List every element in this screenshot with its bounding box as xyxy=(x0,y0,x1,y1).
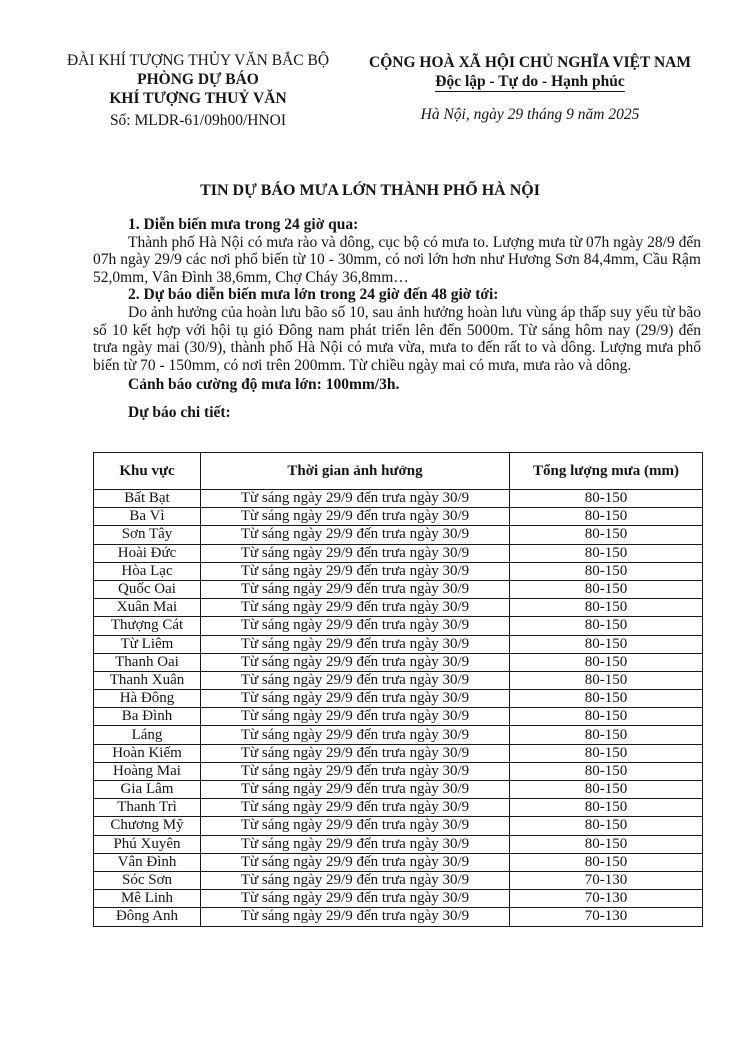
time-cell: Từ sáng ngày 29/9 đến trưa ngày 30/9 xyxy=(201,617,510,635)
area-cell: Bất Bạt xyxy=(94,490,201,508)
time-cell: Từ sáng ngày 29/9 đến trưa ngày 30/9 xyxy=(201,635,510,653)
table-row xyxy=(94,762,703,780)
area-cell: Chương Mỹ xyxy=(94,817,201,835)
table-row xyxy=(94,635,703,653)
agency-header xyxy=(48,51,348,130)
time-cell: Từ sáng ngày 29/9 đến trưa ngày 30/9 xyxy=(201,871,510,889)
area-cell: Mê Linh xyxy=(94,890,201,908)
time-cell: Từ sáng ngày 29/9 đến trưa ngày 30/9 xyxy=(201,526,510,544)
area-cell: Hòa Lạc xyxy=(94,562,201,580)
rainfall-cell: 80-150 xyxy=(510,562,703,580)
rainfall-cell: 70-130 xyxy=(510,908,703,926)
rainfall-cell: 80-150 xyxy=(510,799,703,817)
table-row xyxy=(94,853,703,871)
rainfall-cell: 80-150 xyxy=(510,853,703,871)
table-row xyxy=(94,599,703,617)
rainfall-cell: 80-150 xyxy=(510,744,703,762)
time-cell: Từ sáng ngày 29/9 đến trưa ngày 30/9 xyxy=(201,908,510,926)
time-cell: Từ sáng ngày 29/9 đến trưa ngày 30/9 xyxy=(201,690,510,708)
time-cell: Từ sáng ngày 29/9 đến trưa ngày 30/9 xyxy=(201,781,510,799)
time-cell: Từ sáng ngày 29/9 đến trưa ngày 30/9 xyxy=(201,726,510,744)
agency-name: ĐÀI KHÍ TƯỢNG THỦY VĂN BẮC BỘ xyxy=(66,52,330,69)
table-row xyxy=(94,544,703,562)
rainfall-cell: 80-150 xyxy=(510,544,703,562)
header-rainfall: Tổng lượng mưa (mm) xyxy=(510,453,703,490)
rainfall-cell: 80-150 xyxy=(510,635,703,653)
rainfall-cell: 80-150 xyxy=(510,617,703,635)
table-row xyxy=(94,817,703,835)
area-cell: Sơn Tây xyxy=(94,526,201,544)
rainfall-cell: 80-150 xyxy=(510,580,703,598)
area-cell: Hoài Đức xyxy=(94,544,201,562)
time-cell: Từ sáng ngày 29/9 đến trưa ngày 30/9 xyxy=(201,890,510,908)
area-cell: Láng xyxy=(94,726,201,744)
rainfall-cell: 80-150 xyxy=(510,762,703,780)
rainfall-cell: 80-150 xyxy=(510,708,703,726)
table-header-row xyxy=(94,453,703,490)
nation-name: CỘNG HOÀ XÃ HỘI CHỦ NGHĨA VIỆT NAM xyxy=(369,54,691,71)
table-row xyxy=(94,526,703,544)
time-cell: Từ sáng ngày 29/9 đến trưa ngày 30/9 xyxy=(201,835,510,853)
forecast-table xyxy=(93,452,703,927)
table-row xyxy=(94,562,703,580)
rainfall-cell: 80-150 xyxy=(510,835,703,853)
section1-heading: 1. Diễn biến mưa trong 24 giờ qua: xyxy=(128,216,359,233)
time-cell: Từ sáng ngày 29/9 đến trưa ngày 30/9 xyxy=(201,671,510,689)
department-name-line1: PHÒNG DỰ BÁO xyxy=(137,71,259,88)
table-row xyxy=(94,690,703,708)
header-area: Khu vực xyxy=(94,453,201,490)
table-row xyxy=(94,726,703,744)
time-cell: Từ sáng ngày 29/9 đến trưa ngày 30/9 xyxy=(201,708,510,726)
table-row xyxy=(94,490,703,508)
time-cell: Từ sáng ngày 29/9 đến trưa ngày 30/9 xyxy=(201,653,510,671)
rainfall-cell: 80-150 xyxy=(510,671,703,689)
reference-number: Số: MLDR-61/09h00/HNOI xyxy=(109,112,287,129)
nation-header xyxy=(355,53,705,124)
table-row xyxy=(94,890,703,908)
time-cell: Từ sáng ngày 29/9 đến trưa ngày 30/9 xyxy=(201,744,510,762)
table-row xyxy=(94,835,703,853)
rainfall-cell: 70-130 xyxy=(510,890,703,908)
header-time: Thời gian ảnh hưởng xyxy=(201,453,510,490)
rainfall-cell: 70-130 xyxy=(510,871,703,889)
table-row xyxy=(94,799,703,817)
rainfall-cell: 80-150 xyxy=(510,599,703,617)
area-cell: Vân Đình xyxy=(94,853,201,871)
rainfall-cell: 80-150 xyxy=(510,726,703,744)
table-row xyxy=(94,580,703,598)
area-cell: Phú Xuyên xyxy=(94,835,201,853)
rainfall-cell: 80-150 xyxy=(510,690,703,708)
detail-forecast-label: Dự báo chi tiết: xyxy=(128,403,231,421)
area-cell: Ba Đình xyxy=(94,708,201,726)
area-cell: Thanh Trì xyxy=(94,799,201,817)
time-cell: Từ sáng ngày 29/9 đến trưa ngày 30/9 xyxy=(201,762,510,780)
table-row xyxy=(94,617,703,635)
time-cell: Từ sáng ngày 29/9 đến trưa ngày 30/9 xyxy=(201,508,510,526)
national-motto: Độc lập - Tự do - Hạnh phúc xyxy=(435,73,625,90)
department-name-line2: KHÍ TƯỢNG THUỶ VĂN xyxy=(109,90,287,107)
table-row xyxy=(94,708,703,726)
section2-text: Do ảnh hưởng của hoàn lưu bão số 10, sau ảnh hưởng hoàn lưu vùng áp thấp suy yếu từ bão số 10 kết hợp với hội tụ gió Đông nam phát triển lên đến 5000m. Từ sáng hôm nay (29/9) đến trưa ngày mai (30/9), thành phố Hà Nội có mưa vừa, mưa to đến rất to và dông. Lượng mưa phổ biến từ 70 - 150mm, có nơi trên 200mm. Từ chiều ngày mai có mưa, mưa rào và dông. xyxy=(93,303,701,374)
time-cell: Từ sáng ngày 29/9 đến trưa ngày 30/9 xyxy=(201,562,510,580)
time-cell: Từ sáng ngày 29/9 đến trưa ngày 30/9 xyxy=(201,490,510,508)
area-cell: Đông Anh xyxy=(94,908,201,926)
rainfall-cell: 80-150 xyxy=(510,653,703,671)
rainfall-cell: 80-150 xyxy=(510,781,703,799)
area-cell: Thanh Oai xyxy=(94,653,201,671)
area-cell: Sóc Sơn xyxy=(94,871,201,889)
table-row xyxy=(94,671,703,689)
rainfall-cell: 80-150 xyxy=(510,817,703,835)
table-row xyxy=(94,744,703,762)
table-row xyxy=(94,653,703,671)
table-row xyxy=(94,508,703,526)
table-row xyxy=(94,781,703,799)
area-cell: Thượng Cát xyxy=(94,617,201,635)
rain-intensity-warning: Cảnh báo cường độ mưa lớn: 100mm/3h. xyxy=(128,376,400,394)
rainfall-cell: 80-150 xyxy=(510,490,703,508)
table-row xyxy=(94,871,703,889)
section2-heading: 2. Dự báo diễn biến mưa lớn trong 24 giờ đến 48 giờ tới: xyxy=(128,286,499,304)
document-title: TIN DỰ BÁO MƯA LỚN THÀNH PHỐ HÀ NỘI xyxy=(200,182,540,199)
area-cell: Xuân Mai xyxy=(94,599,201,617)
area-cell: Gia Lâm xyxy=(94,781,201,799)
table-row xyxy=(94,908,703,926)
time-cell: Từ sáng ngày 29/9 đến trưa ngày 30/9 xyxy=(201,544,510,562)
rainfall-cell: 80-150 xyxy=(510,508,703,526)
time-cell: Từ sáng ngày 29/9 đến trưa ngày 30/9 xyxy=(201,853,510,871)
issue-date: Hà Nội, ngày 29 tháng 9 năm 2025 xyxy=(420,106,640,123)
time-cell: Từ sáng ngày 29/9 đến trưa ngày 30/9 xyxy=(201,817,510,835)
area-cell: Hà Đông xyxy=(94,690,201,708)
area-cell: Hoàng Mai xyxy=(94,762,201,780)
time-cell: Từ sáng ngày 29/9 đến trưa ngày 30/9 xyxy=(201,580,510,598)
area-cell: Thanh Xuân xyxy=(94,671,201,689)
area-cell: Hoàn Kiếm xyxy=(94,744,201,762)
time-cell: Từ sáng ngày 29/9 đến trưa ngày 30/9 xyxy=(201,799,510,817)
rainfall-cell: 80-150 xyxy=(510,526,703,544)
time-cell: Từ sáng ngày 29/9 đến trưa ngày 30/9 xyxy=(201,599,510,617)
area-cell: Ba Vì xyxy=(94,508,201,526)
document-body xyxy=(93,216,701,422)
section1-text: Thành phố Hà Nội có mưa rào và dông, cục bộ có mưa to. Lượng mưa từ 07h ngày 28/9 đến 07h ngày 29/9 các nơi phổ biến từ 10 - 30mm, có nơi lớn hơn như Hương Sơn 84,4mm, Cầu Rậm 52,0mm, Vân Đình 38,6mm, Chợ Cháy 36,8mm… xyxy=(93,233,701,286)
area-cell: Quốc Oai xyxy=(94,580,201,598)
area-cell: Từ Liêm xyxy=(94,635,201,653)
